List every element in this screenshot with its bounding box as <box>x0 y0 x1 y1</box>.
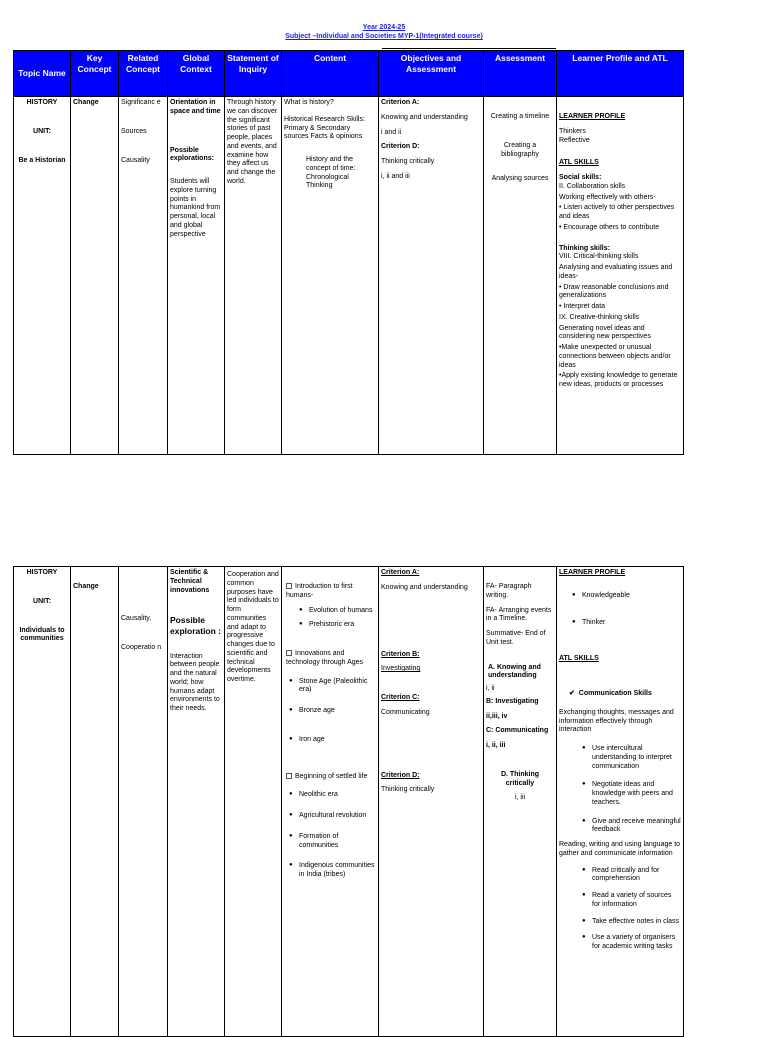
document-year: Year 2024-25 <box>362 24 406 31</box>
assessment-fa-paragraph: FA- Paragraph writing. <box>486 583 532 599</box>
atl-skills-title: ATL SKILLS <box>559 655 599 663</box>
assessment-criterion-a-value: i, ii <box>486 685 495 692</box>
col-statement-of-inquiry: Statement of Inquiry <box>225 51 282 97</box>
global-context-title: Orientation in space and time <box>170 99 221 115</box>
col-content: Content <box>282 51 379 97</box>
thinking-skills-title: Thinking skills: <box>559 244 610 252</box>
thinking-skill-item: •Make unexpected or unusual connections between objects and/or ideas <box>559 344 671 369</box>
assessment-criterion-d: D. Thinking critically <box>500 770 540 787</box>
assessment-criterion-c: C: Communicating <box>486 727 549 735</box>
related-concept-cell <box>119 97 168 455</box>
statement-of-inquiry-text: Cooperation and common purposes have led individuals to form communities and adapt to progressive changes due to scientific and technical developments overtime. <box>227 571 279 683</box>
criterion-d-title: Criterion D: <box>381 143 420 151</box>
list-item: ● Negotiate ideas and knowledge with peers and teachers. <box>592 781 681 807</box>
assessment-fa-timeline: FA- Arranging events in a Timeline. <box>486 606 552 623</box>
topic-unit-title: Individuals to communities <box>19 626 65 643</box>
content-list-2 <box>288 678 376 745</box>
content-cell <box>282 97 379 455</box>
criterion-d-strands: i, ii and iii <box>381 172 410 180</box>
list-item: ● Bronze age <box>299 707 376 716</box>
list-item: ● Give and receive meaningful feedback <box>592 818 681 836</box>
assessment-criterion-c-value: i, ii, iii <box>486 742 506 749</box>
col-learner-profile: Learner Profile and ATL <box>557 51 684 97</box>
related-concept-2: Cooperatio n <box>121 643 162 651</box>
content-item-3: History and the concept of time: Chronological Thinking <box>306 156 356 190</box>
assessment-item-1: Creating a timeline <box>490 113 550 120</box>
criterion-a-text: Knowing and understanding <box>381 113 468 121</box>
topic-unit-title: Be a Historian <box>18 156 66 164</box>
global-context-explorations-text: Interaction between people and the natural world; how humans adapt environments to their needs. <box>170 652 220 712</box>
social-skill-item: II. Collaboration skills <box>559 182 626 190</box>
content-section-2-text: Innovations and technology through Ages <box>286 650 364 666</box>
thinking-skill-item: •Apply existing knowledge to generate new ideas, products or processes <box>559 372 678 388</box>
list-item: ● Iron age <box>299 736 376 745</box>
global-context-explorations-title: Possible exploration : <box>170 615 222 636</box>
assessment-cell <box>484 97 557 455</box>
related-concept-3: Causality <box>121 156 150 164</box>
assessment-criterion-b-value: ii,iii, iv <box>486 712 508 720</box>
key-concept-cell <box>71 567 119 1037</box>
list-item: ● Neolithic era <box>299 791 376 800</box>
content-list-3 <box>288 791 376 880</box>
social-skill-item: • Listen actively to other perspectives and ideas <box>559 204 675 220</box>
list-item: ● Knowledgeable <box>582 592 681 601</box>
assessment-criterion-a: A. Knowing and understanding <box>488 663 541 680</box>
content-section-3 <box>284 773 376 782</box>
learner-profile-item-2: Reflective <box>559 136 590 144</box>
list-item: ● Stone Age (Paleolithic era) <box>299 678 376 696</box>
related-concept-1: Significanc e <box>121 99 161 106</box>
content-section-1 <box>284 583 376 601</box>
global-context-cell <box>168 97 225 455</box>
criterion-a-title: Criterion A: <box>381 99 420 106</box>
thinking-skill-item: Analysing and evaluating issues and ideas- <box>559 264 673 280</box>
topic-subject: HISTORY <box>26 99 58 106</box>
curriculum-table-2 <box>13 566 684 1037</box>
assessment-criterion-d-value: i, iii <box>514 794 526 802</box>
topic-cell <box>14 567 71 1037</box>
assessment-item-3: Analysing sources <box>491 175 549 183</box>
list-item: ● Take effective notes in class <box>592 918 681 927</box>
reading-writing-list <box>581 867 681 952</box>
table-row <box>14 97 684 455</box>
col-related-concept: Related Concept <box>119 51 168 97</box>
document-subject: Subject –Individual and Societies MYP-1(Integrated course) <box>285 33 483 40</box>
objectives-cell <box>379 567 484 1037</box>
topic-subject: HISTORY <box>26 569 58 576</box>
col-assessment: Assessment <box>484 51 557 97</box>
topic-unit: UNIT: <box>33 597 51 605</box>
col-objectives: Objectives and Assessment <box>379 51 484 97</box>
atl-skills-title: ATL SKILLS <box>559 159 599 167</box>
criterion-a-text: Knowing and understanding <box>381 583 468 591</box>
criterion-b-title: Criterion B: <box>381 650 420 658</box>
criterion-c-text: Communicating <box>381 708 430 716</box>
learner-profile-title: LEARNER PROFILE <box>559 569 626 576</box>
criterion-b-text: Investigating <box>381 665 421 673</box>
topic-unit: UNIT: <box>33 127 51 135</box>
criterion-d-text: Thinking critically <box>381 786 435 794</box>
assessment-summative: Summative- End of Unit test. <box>486 630 546 646</box>
social-skill-item: • Encourage others to contribute <box>559 223 660 231</box>
statement-of-inquiry-cell <box>225 567 282 1037</box>
communication-skills-heading <box>559 690 681 699</box>
global-context-title: Scientific & Technical innovations <box>170 569 210 594</box>
reading-writing-text: Reading, writing and using language to gather and communicate information <box>559 841 681 857</box>
table-header-row <box>14 51 684 97</box>
thinking-skill-item: • Draw reasonable conclusions and generalizations <box>559 283 669 300</box>
list-item: ● Prehistoric era <box>309 621 376 630</box>
list-item: ● Formation of communities <box>299 833 376 851</box>
global-context-explorations-text: Students will explore turning points in humankind from personal, local and global perspective <box>170 178 221 238</box>
checkbox-icon <box>286 583 292 589</box>
content-list-1 <box>298 607 376 631</box>
content-section-3-text: Beginning of settled life <box>295 772 368 780</box>
criterion-a-title: Criterion A: <box>381 569 420 576</box>
col-key-concept: Key Concept <box>71 51 119 97</box>
communication-skills-text: Exchanging thoughts, messages and information effectively through interaction <box>559 708 674 734</box>
col-topic-name: Topic Name <box>14 51 71 97</box>
content-section-1-text: Introduction to first humans- <box>286 583 353 599</box>
assessment-item-2: Creating a bibliography <box>501 141 539 158</box>
assessment-cell <box>484 567 557 1037</box>
col-global-context: Global Context <box>168 51 225 97</box>
learner-profile-title: LEARNER PROFILE <box>559 113 626 120</box>
key-concept-value: Change <box>73 583 99 590</box>
thinking-skill-item: Generating novel ideas and considering new perspectives <box>559 324 651 341</box>
content-cell <box>282 567 379 1037</box>
global-context-cell <box>168 567 225 1037</box>
content-section-2 <box>284 650 376 668</box>
communication-skills-list <box>581 745 681 835</box>
topic-cell <box>14 97 71 455</box>
list-item: ● Use a variety of organisers for academic writing tasks <box>592 934 681 952</box>
thinking-skill-item: • Interpret data <box>559 303 606 310</box>
objectives-cell <box>379 97 484 455</box>
criterion-d-title: Criterion D: <box>381 771 420 779</box>
thinking-skill-item: VIII. Critical-thinking skills <box>559 253 639 261</box>
list-item: ● Indigenous communities in India (tribes) <box>299 862 376 880</box>
learner-profile-cell <box>557 97 684 455</box>
global-context-explorations-title: Possible explorations: <box>170 146 214 163</box>
criterion-c-title: Criterion C: <box>381 694 420 701</box>
checkmark-icon: ✔ <box>569 690 575 697</box>
communication-skills-title: Communication Skills <box>578 690 652 697</box>
header-divider <box>382 48 556 49</box>
criterion-d-text: Thinking critically <box>381 158 435 165</box>
related-concept-1: Causality, <box>121 615 152 622</box>
related-concept-cell <box>119 567 168 1037</box>
statement-of-inquiry-cell: Through history we can discover the significant stories of past people, places and events, and examine how they affect us and change the world. <box>225 97 282 455</box>
list-item: ● Use intercultural understanding to interpret communication <box>592 745 681 771</box>
key-concept-cell: Change <box>71 97 119 455</box>
related-concept-2: Sources <box>121 127 147 135</box>
social-skill-item: Working effectively with others- <box>559 193 656 201</box>
learner-profile-cell <box>557 567 684 1037</box>
list-item: ● Read a variety of sources for information <box>592 892 681 910</box>
curriculum-table-1 <box>13 50 684 455</box>
checkbox-icon <box>286 773 292 779</box>
list-item: ● Read critically and for comprehension <box>592 867 681 885</box>
criterion-a-strands: i and ii <box>381 128 402 136</box>
learner-profile-item-1: Thinkers <box>559 127 586 135</box>
list-item: ● Evolution of humans <box>309 607 376 616</box>
thinking-skill-item: IX. Creative-thinking skills <box>559 313 640 321</box>
social-skills-title: Social skills: <box>559 174 602 181</box>
checkbox-icon <box>286 650 292 656</box>
content-item-2: Historical Research Skills: Primary & Secondary sources Facts & opinions <box>284 115 365 141</box>
table-row <box>14 567 684 1037</box>
list-item: ● Agricultural revolution <box>299 812 376 821</box>
content-item-1: What is history? <box>284 99 334 106</box>
learner-profile-list <box>571 592 681 628</box>
assessment-criterion-b: B: Investigating <box>486 697 539 705</box>
list-item: ● Thinker <box>582 619 681 628</box>
